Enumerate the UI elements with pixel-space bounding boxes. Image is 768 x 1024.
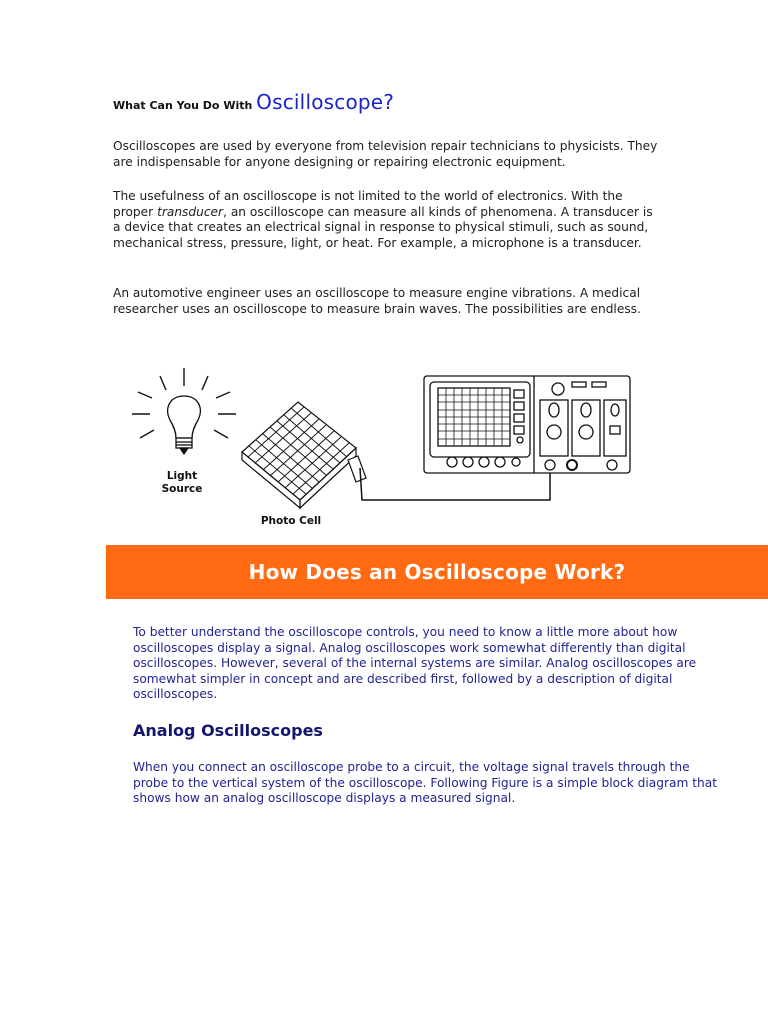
intro-paragraph-2-start: The usefulness of an oscilloscope is not limited to the world of electronics. With the proper [113,189,623,219]
intro-heading [113,92,658,112]
body-paragraph-2: When you connect an oscilloscope probe to a circuit, the voltage signal travels through the probe to the vertical system of the oscilloscope. Following Figure is a simple block diagram that shows how an analog oscilloscope displays a measured signal. [133,760,717,806]
light-source-label-2: Source [161,483,203,495]
intro-paragraph-1: Oscilloscopes are used by everyone from television repair technicians to physicists. They are indispensable for anyone designing or repairing electronic equipment. [113,139,658,169]
intro-section [113,90,658,316]
transducer-term: transducer [157,204,224,219]
section-banner [106,545,768,599]
light-bulb-icon [168,396,201,454]
intro-paragraph-2 [113,189,658,251]
intro-paragraph-2-end: , an oscilloscope can measure all kinds of phenomena. A transducer is a device that creates an electrical signal in response to physical stimuli, such as sound, mechanical stress, pressure, light, or heat. For example, a microphone is a transducer. [113,204,653,250]
intro-paragraph-3: An automotive engineer uses an oscilloscope to measure engine vibrations. A medical researcher uses an oscilloscope to measure brain waves. The possibilities are endless. [113,286,641,316]
analog-subheading: Analog Oscilloscopes [133,721,323,740]
oscilloscope-illustration [130,360,635,535]
oscilloscope-icon [424,376,630,473]
body-paragraph-1: To better understand the oscilloscope controls, you need to know a little more about how oscilloscopes display a signal. Analog oscilloscopes work somewhat differently than digital oscilloscopes. However, several of the internal systems are similar. Analog oscilloscopes are somewhat simpler in concept and are described first, followed by a description of digital oscilloscopes. [133,625,697,702]
banner-title: How Does an Oscilloscope Work? [248,560,626,584]
photo-cell-label: Photo Cell [260,515,322,527]
light-source-label-1: Light [166,470,198,482]
intro-heading-large: Oscilloscope? [256,90,395,114]
intro-heading-small: What Can You Do With [113,99,253,112]
photo-cell-icon [242,402,366,508]
